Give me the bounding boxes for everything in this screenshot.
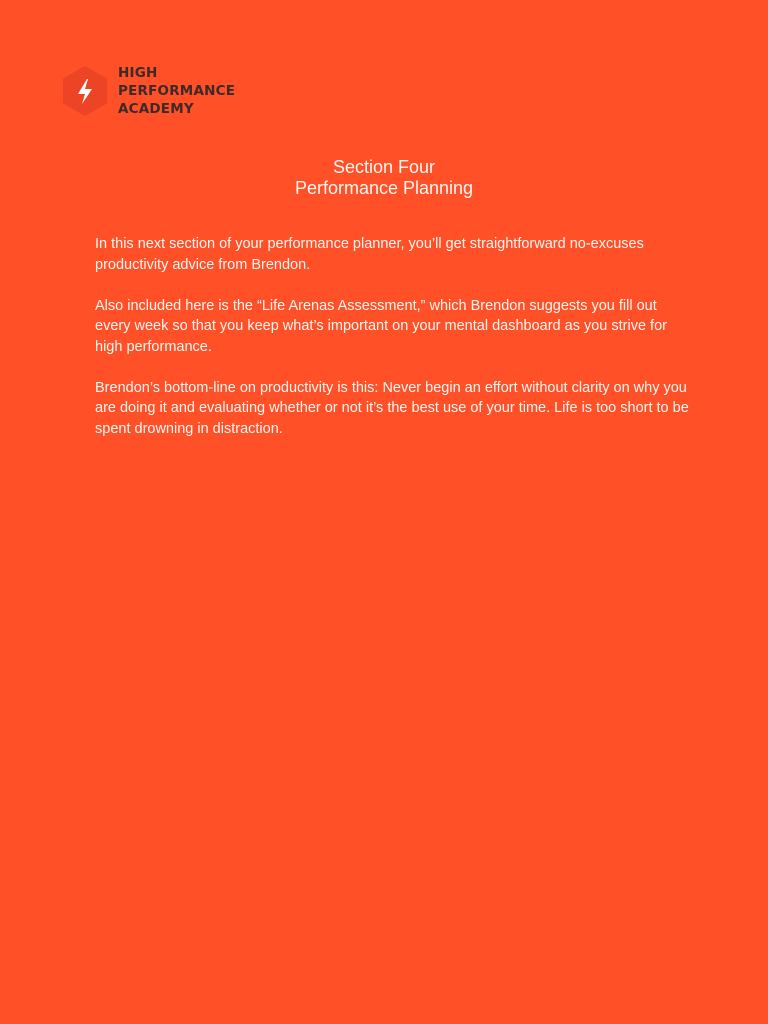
paragraph-assessment: Also included here is the “Life Arenas Assessment,” which Brendon suggests you fill out every week so that you keep what’s important on your mental dashboard as you strive for high performance. [95, 297, 667, 355]
section-label: Section Four [332, 157, 436, 177]
brand-line-2: PERFORMANCE [118, 83, 236, 99]
brand-name [118, 64, 235, 118]
paragraph-bottom-line: Brendon’s bottom-line on productivity is this: Never begin an effort without clarity on why you are doing it and evaluating whether or not it’s the best use of your time. Life is too short to be spent drowning in distraction. [95, 379, 689, 437]
page-title: Performance Planning [294, 178, 474, 198]
brand-logo [62, 64, 235, 118]
page-heading [0, 157, 768, 199]
brand-line-1: HIGH [118, 65, 158, 81]
body-text [95, 234, 695, 460]
lightning-bolt-icon [62, 65, 108, 117]
brand-line-3: ACADEMY [118, 101, 194, 117]
paragraph-intro: In this next section of your performance planner, you’ll get straightforward no-excuses productivity advice from Brendon. [95, 236, 644, 273]
